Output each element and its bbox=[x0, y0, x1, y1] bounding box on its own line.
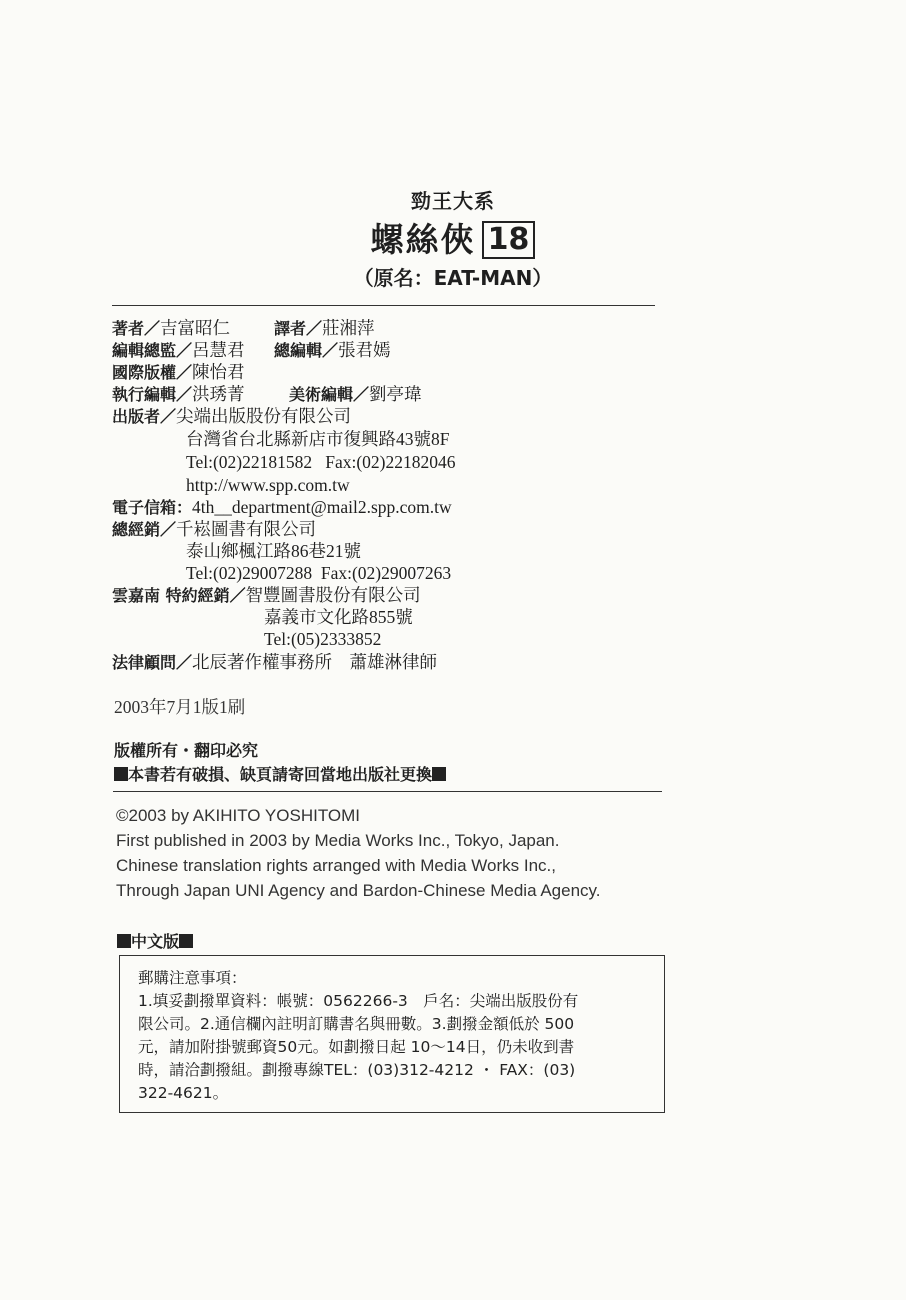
legal: 北辰著作權事務所 蕭雄淋律師 bbox=[192, 652, 438, 672]
notice-line-4: 元，請加附掛號郵資50元。如劃撥日起 10～14日，仍未收到書 bbox=[138, 1038, 575, 1056]
art-editor: 劉亭瑋 bbox=[369, 384, 422, 404]
rights-line-2-row bbox=[114, 762, 446, 785]
edition-date: 2003年7月1版1刷 bbox=[114, 697, 246, 717]
art-editor-line bbox=[289, 383, 422, 406]
chief-editor: 張君嫣 bbox=[338, 340, 391, 360]
series-name: 勁王大系 bbox=[411, 189, 495, 213]
legal-label: 法律顧問／ bbox=[112, 653, 193, 672]
author-label: 著者／ bbox=[112, 319, 161, 338]
notice-line-1: 郵購注意事項： bbox=[138, 969, 247, 987]
email: 4th__department@mail2.spp.com.tw bbox=[192, 497, 452, 517]
rights-line-1: 版權所有・翻印必究 bbox=[114, 741, 259, 760]
author-line bbox=[112, 317, 230, 340]
copyright-line: ©2003 by AKIHITO YOSHITOMI bbox=[116, 806, 361, 825]
publisher-address: 台灣省台北縣新店市復興路43號8F bbox=[186, 429, 450, 449]
exec-editor: 洪琇菁 bbox=[192, 384, 245, 404]
regional-line bbox=[112, 584, 421, 607]
translator: 莊湘萍 bbox=[322, 318, 375, 338]
mail-order-notice bbox=[119, 955, 665, 1113]
exec-editor-label: 執行編輯／ bbox=[112, 385, 193, 404]
publisher-line bbox=[112, 405, 351, 428]
distributor-phone: Tel:(02)29007288 Fax:(02)29007263 bbox=[186, 563, 452, 583]
publisher-url: http://www.spp.com.tw bbox=[186, 475, 350, 495]
chief-editor-label: 總編輯／ bbox=[274, 341, 339, 360]
author: 吉富昭仁 bbox=[160, 318, 231, 338]
black-square-icon bbox=[179, 934, 193, 948]
publisher-phone: Tel:(02)22181582 Fax:(02)22182046 bbox=[186, 452, 456, 472]
chinese-edition-row bbox=[117, 929, 193, 952]
regional-label: 雲嘉南 特約經銷／ bbox=[112, 586, 246, 605]
black-square-icon bbox=[114, 767, 128, 781]
book-title-row bbox=[0, 214, 906, 261]
email-line bbox=[112, 496, 452, 519]
translator-label: 譯者／ bbox=[274, 319, 323, 338]
top-divider bbox=[112, 305, 655, 306]
book-title: 螺絲俠 bbox=[370, 220, 476, 259]
notice-line-6: 322-4621。 bbox=[138, 1084, 229, 1102]
rights-line-2: 本書若有破損、缺頁請寄回當地出版社更換 bbox=[128, 765, 433, 784]
english-line-4: Through Japan UNI Agency and Bardon-Chinese Media Agency. bbox=[116, 881, 601, 900]
english-line-3: Chinese translation rights arranged with Media Works Inc., bbox=[116, 856, 556, 875]
email-label: 電子信箱： bbox=[112, 498, 193, 517]
black-square-icon bbox=[432, 767, 446, 781]
notice-line-5: 時，請洽劃撥組。劃撥專線TEL：(03)312-4212 ・ FAX：(03) bbox=[138, 1061, 576, 1079]
exec-editor-line bbox=[112, 383, 245, 406]
distributor-address: 泰山鄉楓江路86巷21號 bbox=[186, 541, 361, 561]
distributor-label: 總經銷／ bbox=[112, 520, 177, 539]
english-line-2: First published in 2003 by Media Works Inc., Tokyo, Japan. bbox=[116, 831, 560, 850]
chinese-edition-label: 中文版 bbox=[131, 932, 180, 951]
notice-line-2: 1.填妥劃撥單資料：帳號：0562266-3 戶名：尖端出版股份有 bbox=[138, 992, 579, 1010]
publisher-label: 出版者／ bbox=[112, 407, 177, 426]
volume-number: 18 bbox=[482, 221, 536, 259]
intl-rights-line bbox=[112, 361, 245, 384]
middle-divider bbox=[113, 791, 662, 792]
notice-line-3: 限公司。2.通信欄內註明訂購書名與冊數。3.劃撥金額低於 500 bbox=[138, 1015, 575, 1033]
distributor-line bbox=[112, 518, 316, 541]
distributor: 千崧圖書有限公司 bbox=[176, 519, 317, 539]
original-name: （原名：EAT-MAN） bbox=[353, 266, 553, 290]
chief-supervisor: 呂慧君 bbox=[192, 340, 245, 360]
intl-rights: 陳怡君 bbox=[192, 362, 245, 382]
regional-address: 嘉義市文化路855號 bbox=[264, 607, 413, 627]
art-editor-label: 美術編輯／ bbox=[289, 385, 370, 404]
regional-phone: Tel:(05)2333852 bbox=[264, 629, 382, 649]
regional: 智豐圖書股份有限公司 bbox=[245, 585, 421, 605]
translator-line bbox=[274, 317, 375, 340]
chief-supervisor-line bbox=[112, 339, 245, 362]
legal-line bbox=[112, 651, 437, 674]
chief-editor-line bbox=[274, 339, 391, 362]
intl-rights-label: 國際版權／ bbox=[112, 363, 193, 382]
chief-supervisor-label: 編輯總監／ bbox=[112, 341, 193, 360]
black-square-icon bbox=[117, 934, 131, 948]
publisher: 尖端出版股份有限公司 bbox=[176, 406, 352, 426]
